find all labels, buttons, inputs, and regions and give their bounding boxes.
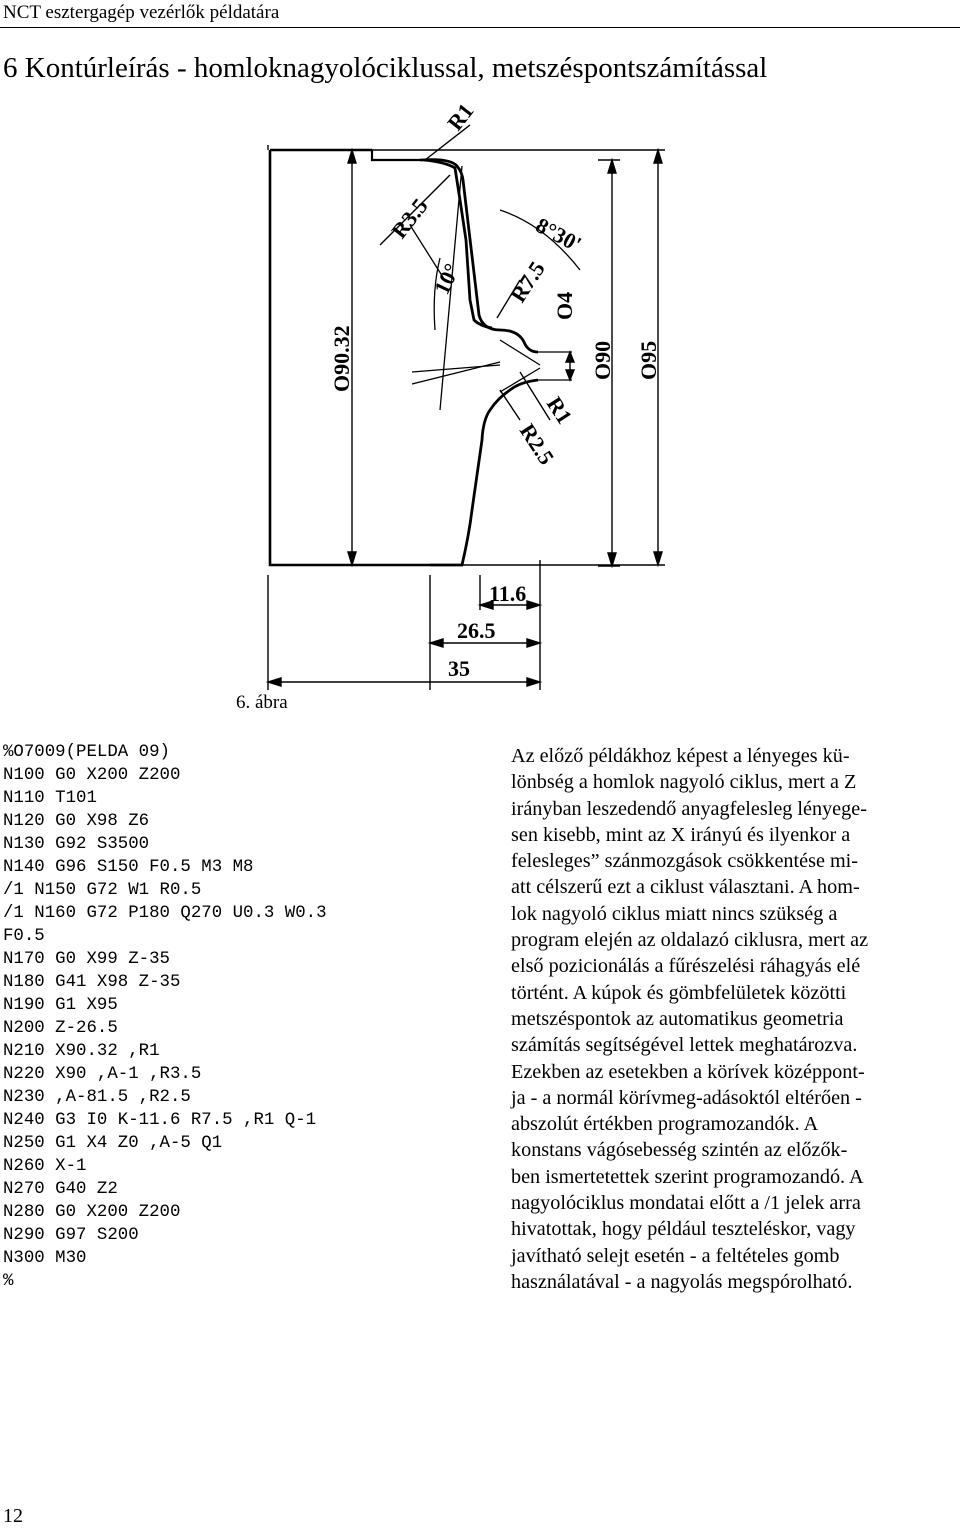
program-line: N120 G0 X98 Z6 [3,812,150,831]
program-line: /1 N150 G72 W1 R0.5 [3,881,202,900]
program-line: N240 G3 I0 K-11.6 R7.5 ,R1 Q-1 [3,1111,317,1130]
paragraph-line: metszéspontok az automatikus geometria [511,1007,844,1030]
label-d4: O4 [552,291,577,320]
program-line: N140 G96 S150 F0.5 M3 M8 [3,858,254,877]
nc-program-listing [3,741,327,1293]
paragraph-line: ja - a normál körívmeg-adásoktól eltérően - [511,1086,862,1109]
program-line: N260 X-1 [3,1157,87,1176]
program-line: N100 G0 X200 Z200 [3,766,181,785]
paragraph-line: hivatottak, hogy például teszteléskor, vagy [511,1218,856,1241]
label-r1-top: R1 [442,98,479,136]
paragraph-line: att célszerű ezt a ciklust választani. A hom- [511,876,860,899]
program-line: N220 X90 ,A-1 ,R3.5 [3,1065,202,1084]
program-line: N190 G1 X95 [3,996,118,1015]
technical-drawing [0,80,960,690]
program-line: /1 N160 G72 P180 Q270 U0.3 W0.3 [3,904,327,923]
label-d90-32: O90.32 [329,325,354,392]
program-line: N280 G0 X200 Z200 [3,1203,181,1222]
paragraph-line: Ezekben az esetekben a körívek középpont- [511,1060,865,1083]
program-line: N270 G40 Z2 [3,1180,118,1199]
section-title: 6 Kontúrleírás - homloknagyolóciklussal, metszéspontszámítással [3,52,768,84]
label-angle-8-30: 8°30' [531,212,586,257]
running-title: NCT esztergagép vezérlők példatára [3,2,280,23]
page-header [0,0,960,28]
program-line: N210 X90.32 ,R1 [3,1042,160,1061]
program-line: %O7009(PELDA 09) [3,743,170,762]
label-angle-10: 10° [428,259,465,299]
program-line: N230 ,A-81.5 ,R2.5 [3,1088,191,1107]
program-line: N290 G97 S200 [3,1226,139,1245]
program-line: N110 T101 [3,789,97,808]
paragraph-line: program elején az oldalazó ciklusra, mert az [511,929,869,952]
paragraph-line: első pozicionálás a fűrészelési ráhagyás elé [511,955,861,978]
label-dim-11-6: 11.6 [489,581,527,606]
label-r2-5: R2.5 [514,419,560,470]
paragraph-line: nagyolóciklus mondatai előtt a /1 jelek arra [511,1192,861,1215]
page-number: 12 [3,1505,23,1527]
paragraph-line: számítás segítségével lettek meghatározva. [511,1034,858,1057]
paragraph-line: használatával - a nagyolás megspórolható. [511,1270,853,1293]
program-line: N300 M30 [3,1249,87,1268]
paragraph-line: javítható selejt esetén - a feltételes gomb [511,1244,840,1267]
program-line: N130 G92 S3500 [3,835,150,854]
label-r3-5: R3.5 [386,193,433,244]
label-d95: O95 [636,340,661,380]
paragraph-line: abszolút értékben programozandók. A [511,1113,819,1136]
label-r1-bottom: R1 [541,392,578,429]
label-d90: O90 [590,340,615,380]
paragraph-line: felesleges” szánmozgások csökkentése mi- [511,850,858,873]
program-line: N180 G41 X98 Z-35 [3,973,181,992]
program-line: N250 G1 X4 Z0 ,A-5 Q1 [3,1134,223,1153]
label-dim-35: 35 [448,656,470,681]
paragraph-line: lönbség a homlok nagyoló ciklus, mert a Z [511,771,857,794]
program-line: N200 Z-26.5 [3,1019,118,1038]
explanation-paragraph [511,743,957,1295]
figure-caption: 6. ábra [236,692,288,713]
dimension-labels [329,98,661,681]
paragraph-line: lok nagyoló ciklus miatt nincs szükség a [511,902,838,925]
program-line: N170 G0 X99 Z-35 [3,950,170,969]
paragraph-line: sen kisebb, mint az X irányú és ilyenkor a [511,823,851,846]
paragraph-line: Az előző példákhoz képest a lényeges kü- [511,745,850,767]
paragraph-line: ben ismertetettek szerint programozandó. A [511,1165,864,1188]
label-dim-26-5: 26.5 [457,618,496,643]
label-r7-5: R7.5 [505,256,550,307]
paragraph-line: konstans vágósebesség szintén az előzők- [511,1139,848,1162]
part-contour [420,160,538,565]
program-line: % [3,1272,14,1291]
paragraph-line: irányban leszedendő anyagfelesleg lényege- [511,797,867,820]
program-line: F0.5 [3,927,45,946]
paragraph-line: történt. A kúpok és gömbfelületek közötti [511,981,847,1004]
stock-step [372,150,420,160]
